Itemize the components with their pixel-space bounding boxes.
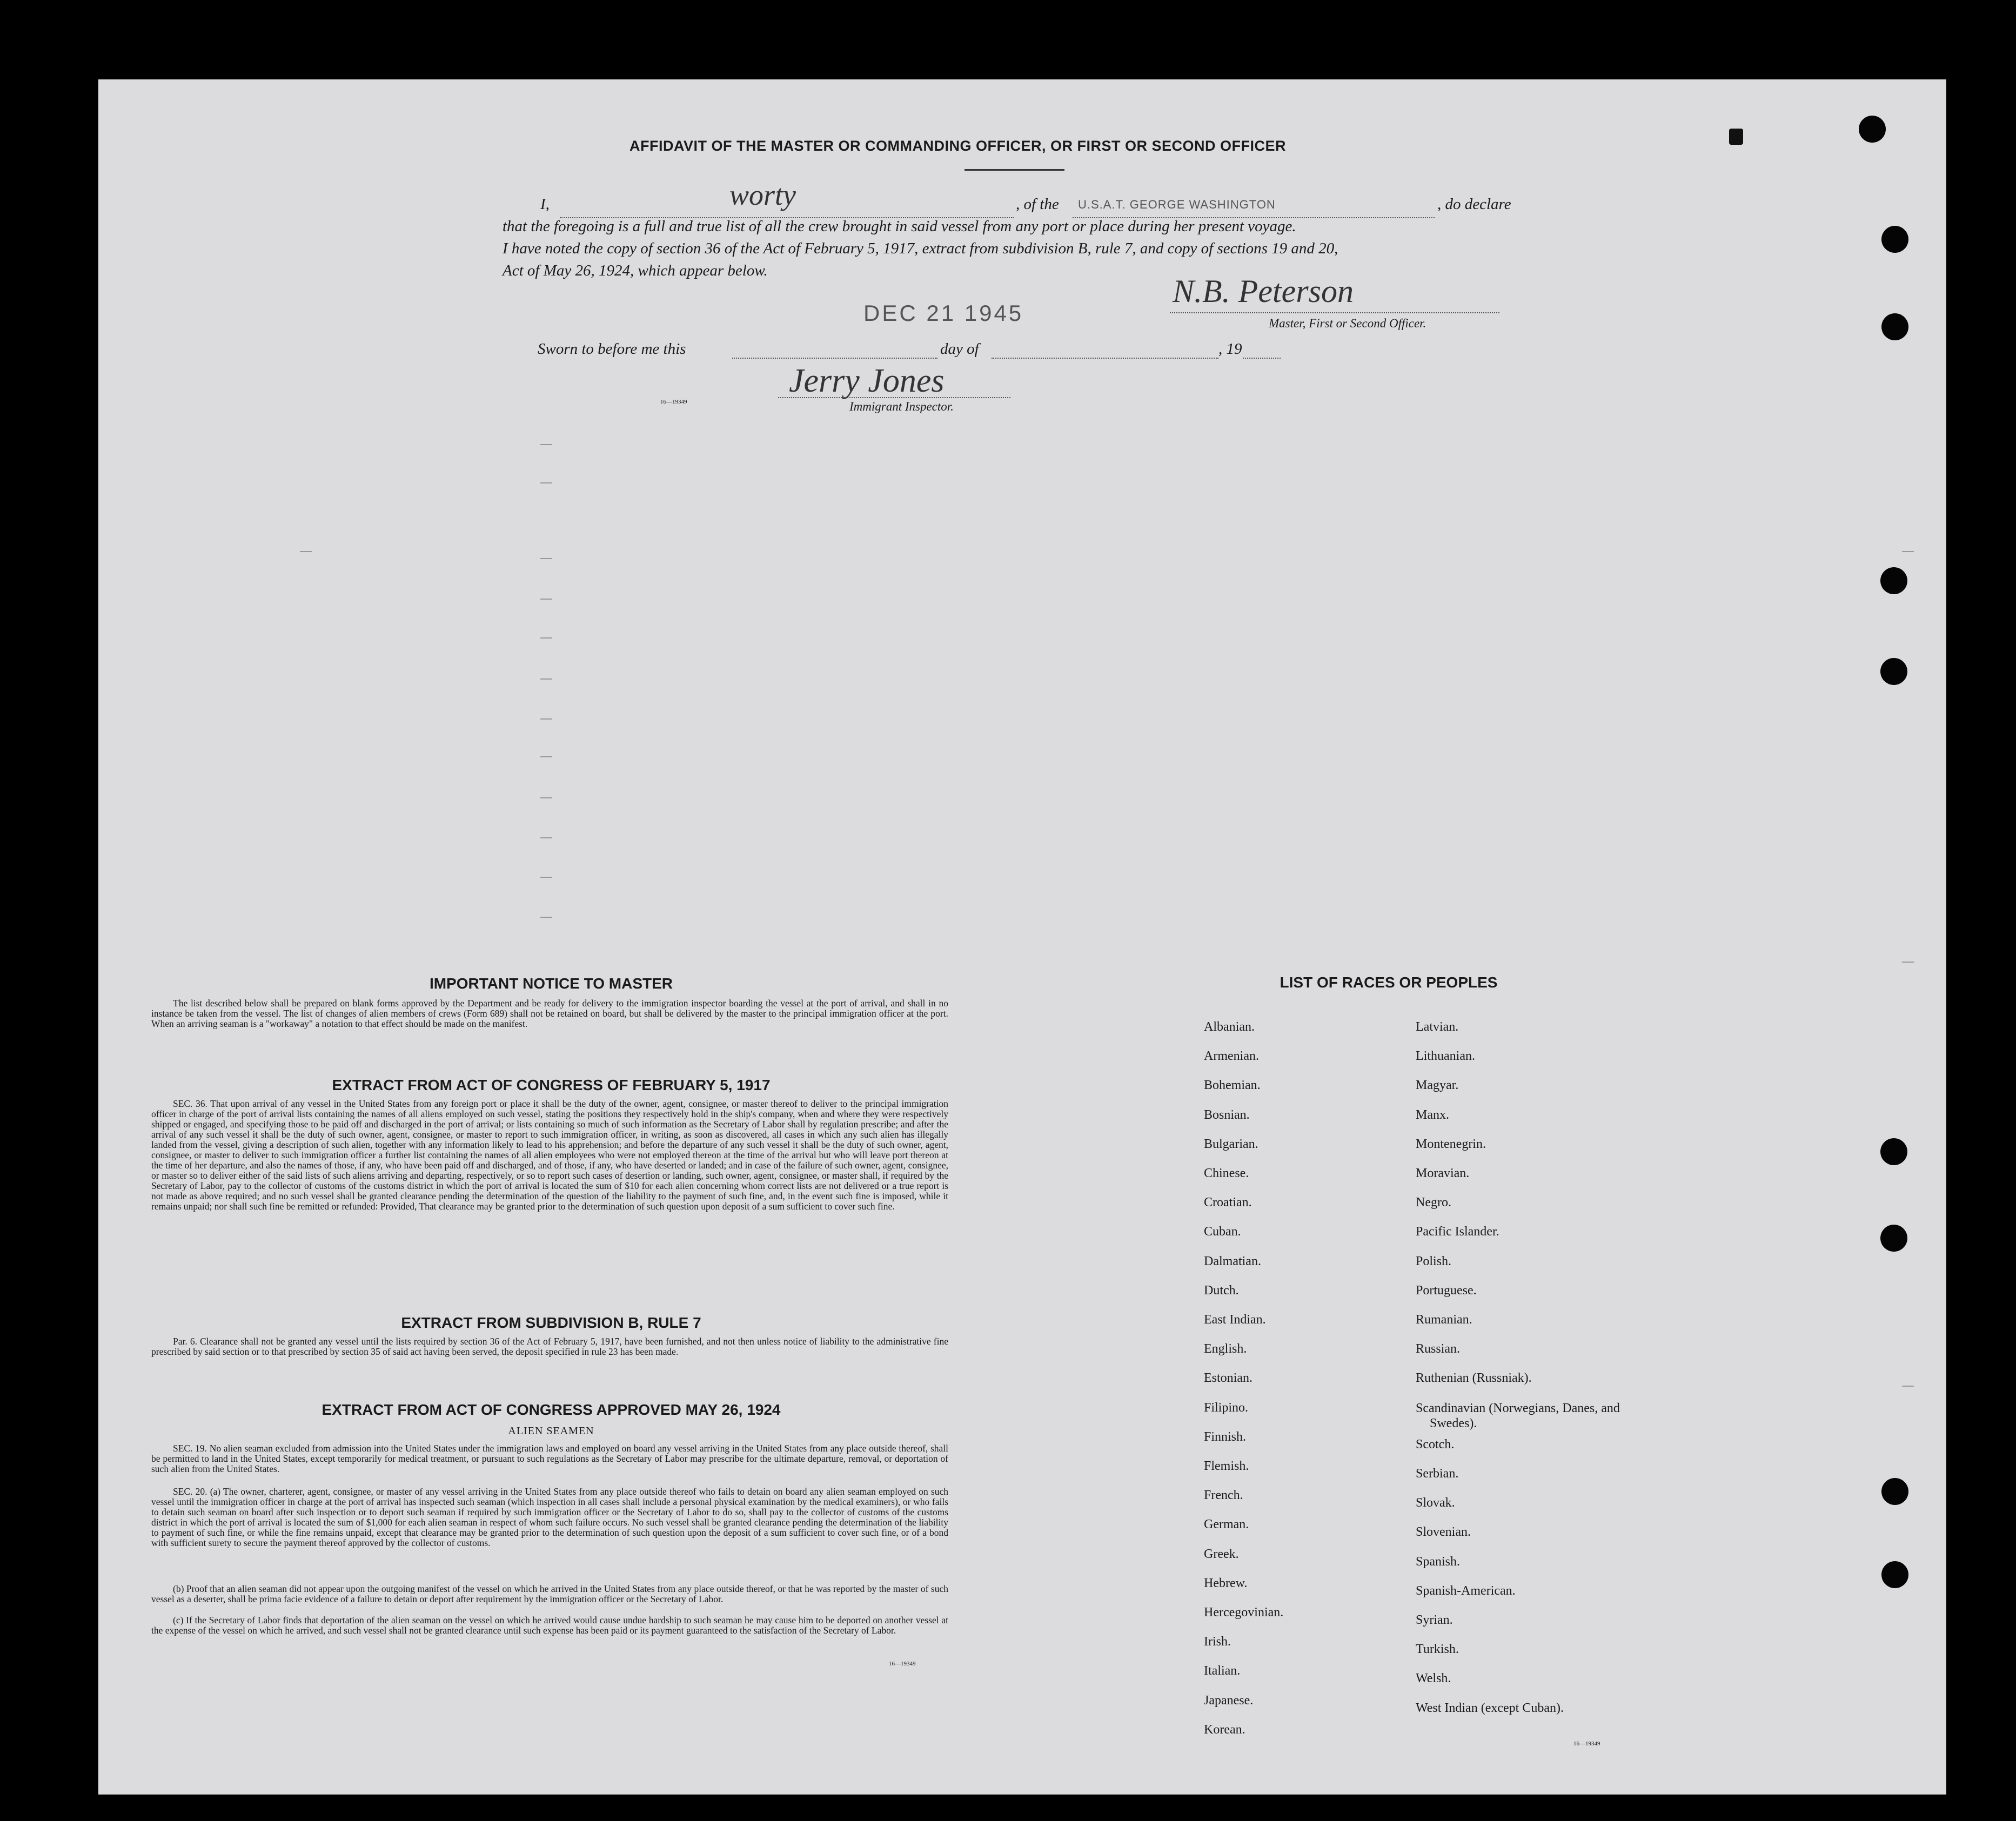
race-item: Japanese. [1204,1693,1254,1708]
punch-hole [1880,658,1907,685]
sec20a-text: SEC. 20. (a) The owner, charterer, agent, consignee, or master of any vessel arriving in the United States from any place outside thereof who fails to detain on board any alien seaman employed on such vessel until the immigration officer in charge at the port of arrival has inspected such seaman (which inspection in all cases shall include a personal physical examination by the medical examiners), or who fails to detain such seaman on board after such inspection or to deport such seaman if required by such immigration officer or the Secretary of Labor to do so, shall pay to the collector of customs of the customs district in which the port of arrival is located the sum of $1,000 for each alien seaman in respect of whom such failure occurs. No such vessel shall be granted clearance pending the determination of the liability to payment of such fine, or while the fine remains unpaid, except that clearance may be granted prior to the determination of such question upon the deposit of a sum sufficient to cover such fine, or of a bond with sufficient surety to secure the payment thereof approved by the collector of customs. [151,1486,948,1548]
sec20c-text: (c) If the Secretary of Labor finds that deportation of the alien seaman on the vessel on which he arrived would cause undue hardship to such seaman he may cause him to be deported on another vessel at the expense of the vessel on which he arrived, and such vessel shall not be granted clearance until such expense has been paid or its payment guaranteed to the satisfaction of the Secretary of Labor. [151,1615,948,1636]
faint-mark [1902,1386,1914,1387]
sworn-year-field [1243,346,1281,359]
alien-seamen-subtitle: ALIEN SEAMEN [508,1425,594,1437]
date-stamp: DEC 21 1945 [863,300,1024,326]
race-item: Pacific Islander. [1416,1225,1499,1239]
race-item: Latvian. [1416,1020,1459,1034]
form-code-small: 16—19349 [660,399,687,405]
race-item: Magyar. [1416,1078,1459,1093]
race-item: English. [1204,1342,1247,1356]
day-of-label: day of [940,340,979,358]
race-item: Welsh. [1416,1671,1451,1686]
race-item: Bosnian. [1204,1107,1250,1122]
race-item: Dalmatian. [1204,1254,1261,1268]
punch-hole [1880,567,1907,594]
faint-mark [540,444,552,445]
punch-hole [1881,1478,1908,1505]
punch-hole [1881,226,1908,253]
race-item: Dutch. [1204,1283,1239,1298]
year-label: , 19 [1218,340,1242,358]
notice-title: IMPORTANT NOTICE TO MASTER [429,975,673,992]
race-item: Flemish. [1204,1459,1249,1473]
race-item: Syrian. [1416,1613,1453,1627]
race-item: Spanish-American. [1416,1583,1516,1598]
extract-rule7-title: EXTRACT FROM SUBDIVISION B, RULE 7 [401,1314,701,1331]
sec19-text: SEC. 19. No alien seaman excluded from admission into the United States under the immigration laws and employed on board any vessel arriving in the United States from any place outside thereof, shall be permitted to land in the United States, except temporarily for medical treatment, or pursuant to such regulations as the Secretary of Labor may prescribe for the ultimate departure, removal, or deportation of such alien from the United States. [151,1443,948,1474]
faint-mark [540,917,552,918]
race-item: Bohemian. [1204,1078,1261,1093]
punch-hole [1881,1561,1908,1588]
sworn-day-field [732,346,937,359]
affidavit-body-line-1: that the foregoing is a full and true list of all the crew brought in said vessel from any port or place during her present voyage. [503,218,1296,235]
sworn-month-field [992,346,1218,359]
punch-hole [1880,1138,1907,1165]
race-item: Rumanian. [1416,1313,1472,1327]
affidavit-body-line-2: I have noted the copy of section 36 of the Act of February 5, 1917, extract from subdivision B, rule 7, and copy of sections 19 and 20, [503,240,1338,257]
form-code-1924: 16—19349 [889,1661,916,1667]
race-item: Irish. [1204,1635,1231,1649]
faint-mark [540,877,552,878]
race-item: Manx. [1416,1107,1449,1122]
race-item: Negro. [1416,1195,1451,1210]
race-item: Croatian. [1204,1195,1252,1210]
race-item: Filipino. [1204,1400,1249,1415]
extract-rule7-text: Par. 6. Clearance shall not be granted any vessel until the lists required by section 36 of the Act of February 5, 1917, have been furnished, and not then unless notice of liability to the administrative fine prescribed by said section or to that prescribed by section 35 of said act having been served, the deposit specified in rule 23 has been made. [151,1336,948,1357]
race-item: Slovenian. [1416,1525,1471,1540]
vessel-name: U.S.A.T. GEORGE WASHINGTON [1078,198,1276,211]
name-handwritten: worty [729,179,796,211]
faint-mark [1902,962,1914,963]
affidavit-title: AFFIDAVIT OF THE MASTER OR COMMANDING OFFICER, OR FIRST OR SECOND OFFICER [629,138,1286,154]
race-item: Slovak. [1416,1496,1455,1510]
race-item: Spanish. [1416,1554,1461,1569]
title-rule [965,169,1064,171]
punch-hole [1859,116,1886,143]
race-item: Estonian. [1204,1371,1253,1386]
race-item: Scotch. [1416,1437,1455,1452]
race-item: Bulgarian. [1204,1137,1258,1151]
of-the-label: , of the [1016,196,1059,213]
faint-mark [540,482,552,483]
master-signature-line [1170,312,1499,313]
race-item: Armenian. [1204,1049,1259,1064]
race-item: Polish. [1416,1254,1452,1268]
race-item: Hercegovinian. [1204,1605,1284,1620]
race-item: Italian. [1204,1664,1241,1678]
race-item: Lithuanian. [1416,1049,1475,1064]
faint-mark [540,678,552,680]
inspector-signature-line [778,397,1010,398]
race-item: Finnish. [1204,1429,1247,1444]
faint-mark [540,637,552,639]
faint-mark [540,756,552,757]
race-item: Chinese. [1204,1166,1249,1180]
race-item: Serbian. [1416,1467,1459,1481]
sec20b-text: (b) Proof that an alien seaman did not appear upon the outgoing manifest of the vessel on which he arrived in the United States from any place outside thereof, or that he was reported by the master of such vessel as a deserter, shall be prima facie evidence of a failure to detain or deport after requirement by the immigration officer or the Secretary of Labor. [151,1583,948,1604]
race-item: Turkish. [1416,1642,1459,1657]
race-item: Cuban. [1204,1225,1241,1239]
faint-mark [300,551,312,552]
race-item: Ruthenian (Russniak). [1416,1371,1532,1386]
race-item: Scandinavian (Norwegians, Danes, and Swedes). [1416,1401,1620,1430]
faint-mark [540,837,552,838]
race-item: Hebrew. [1204,1576,1248,1590]
races-title: LIST OF RACES OR PEOPLES [1280,974,1498,991]
extract-1917-text: SEC. 36. That upon arrival of any vessel in the United States from any foreign port or place it shall be the duty of the owner, agent, consignee, or master thereof to deliver to the principal immigration officer in charge of the port of arrival lists containing the names of all aliens employed on such vessel, stating the positions they respectively hold in the ship's company, when and where they were respectively shipped or engaged, and specifying those to be paid off and discharged in the port of arrival; or lists containing so much of such information as the Secretary of Labor shall by regulation prescribe; and after the arrival of any such vessel it shall be the duty of such owner, agent, consignee, or master to report to such immigration officer, in writing, as soon as discovered, all cases in which any such alien has illegally landed from the vessel, giving a description of such alien, together with any information likely to lead to his apprehension; and before the departure of any such vessel it shall be the duty of such owner, agent, consignee, or master to deliver to such immigration officer a further list containing the names of all alien employees who were not employed thereon at the time of the arrival but who will leave port thereon at the time of her departure, and also the names of those, if any, who have been paid off and discharged, and of those, if any, who have deserted or landed; and in case of the failure of such owner, agent, consignee, or master so to deliver either of the said lists of such aliens arriving and departing, respectively, or so to report such cases of desertion or landing, such owner, agent, consignee, or master shall, if required by the Secretary of Labor, pay to the collector of customs of the customs district in which the port of arrival is located the sum of $10 for each alien concerning whom correct lists are not delivered or a true report is not made as above required; and no such vessel shall be granted clearance pending the determination of the question of the liability to the payment of such fine, and, in the event such fine is imposed, while it remains unpaid; nor shall such fine be remitted or refunded: Provided, That clearance may be granted prior to the determination of such question upon deposit of a sum sufficient to cover such fine. [151,1098,948,1212]
race-item: Albanian. [1204,1020,1255,1034]
race-item: Korean. [1204,1722,1245,1737]
race-item: West Indian (except Cuban). [1416,1701,1564,1715]
faint-mark [540,599,552,600]
i-label: I, [540,196,550,213]
form-code-races: 16—19349 [1573,1741,1600,1747]
race-item: Russian. [1416,1342,1461,1356]
race-item: Moravian. [1416,1166,1470,1180]
faint-mark [1902,551,1914,552]
punch-hole [1880,1225,1907,1252]
inspector-signature: Jerry Jones [789,362,945,399]
race-item: Montenegrin. [1416,1137,1486,1151]
faint-mark [540,718,552,720]
notice-text: The list described below shall be prepared on blank forms approved by the Department and be ready for delivery to the immigration inspector boarding the vessel at the port of arrival, and shall in no instance be taken from the vessel. The list of changes of alien members of crews (Form 689) shall not be retained on board, but shall be delivered by the master to the principal immigration officer at the port. When an arriving seaman is a "workaway" a notation to that effect should be made on the manifest. [151,998,948,1029]
affidavit-body-line-3: Act of May 26, 1924, which appear below. [503,262,768,279]
master-signature: N.B. Peterson [1173,273,1354,309]
race-item: Portuguese. [1416,1283,1477,1298]
extract-1917-title: EXTRACT FROM ACT OF CONGRESS OF FEBRUARY 5, 1917 [332,1077,771,1093]
master-caption: Master, First or Second Officer. [1269,317,1426,330]
sworn-label: Sworn to before me this [538,340,686,358]
faint-mark [540,797,552,798]
race-item: French. [1204,1488,1243,1503]
inspector-caption: Immigrant Inspector. [849,400,954,413]
extract-1924-title: EXTRACT FROM ACT OF CONGRESS APPROVED MAY 26, 1924 [322,1401,781,1418]
corner-mark [1729,129,1743,145]
affidavit-line-1 [540,196,550,213]
race-item: Greek. [1204,1547,1239,1561]
punch-hole [1881,313,1908,340]
faint-mark [540,558,552,559]
do-declare-label: , do declare [1437,196,1511,213]
race-item: East Indian. [1204,1313,1266,1327]
race-item: German. [1204,1517,1249,1532]
